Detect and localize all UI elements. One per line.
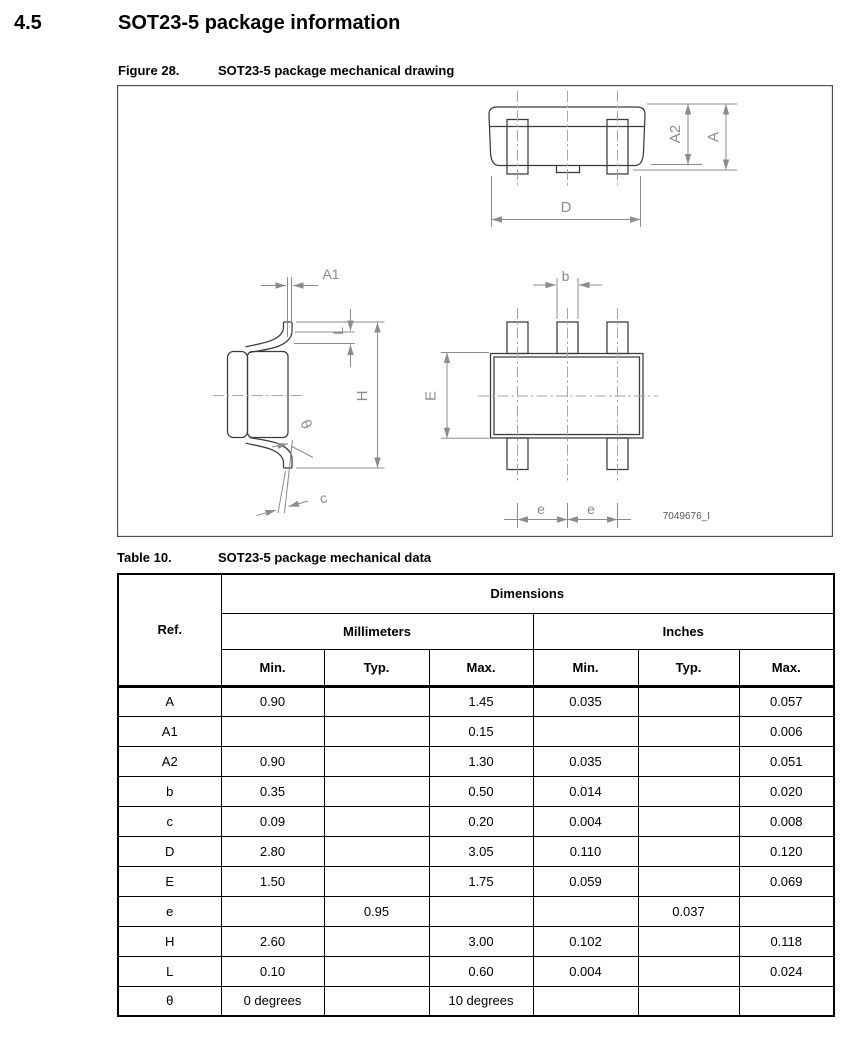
figure-border [118, 86, 833, 537]
dim-label-theta: θ [297, 416, 317, 432]
value-cell: 3.00 [429, 926, 533, 956]
table-row [118, 866, 834, 896]
value-cell: 0.20 [429, 806, 533, 836]
value-cell [638, 716, 739, 746]
value-cell: 0.006 [739, 716, 834, 746]
value-cell: 0.10 [221, 956, 324, 986]
value-cell: 3.05 [429, 836, 533, 866]
value-cell: 1.75 [429, 866, 533, 896]
dim-label-e-left: e [537, 501, 545, 517]
value-cell: 0.15 [429, 716, 533, 746]
value-cell [324, 866, 429, 896]
table-row [118, 776, 834, 806]
value-cell [533, 986, 638, 1016]
ref-cell: A [118, 686, 221, 716]
value-cell: 1.30 [429, 746, 533, 776]
value-cell: 0 degrees [221, 986, 324, 1016]
value-cell: 0.008 [739, 806, 834, 836]
value-cell [324, 716, 429, 746]
value-cell: 10 degrees [429, 986, 533, 1016]
top-view-centerlines [478, 308, 658, 481]
value-cell: 0.90 [221, 686, 324, 716]
header-in-max: Max. [739, 649, 834, 686]
value-cell: 0.035 [533, 746, 638, 776]
dim-label-D: D [560, 199, 572, 216]
header-mm-typ: Typ. [324, 649, 429, 686]
header-ref: Ref. [118, 574, 221, 686]
value-cell: 0.037 [638, 896, 739, 926]
value-cell: 0.004 [533, 956, 638, 986]
value-cell [638, 686, 739, 716]
ref-cell: L [118, 956, 221, 986]
value-cell [324, 686, 429, 716]
table-caption-label: Table 10. [117, 550, 172, 565]
ref-cell: E [118, 866, 221, 896]
value-cell: 2.80 [221, 836, 324, 866]
value-cell: 0.35 [221, 776, 324, 806]
value-cell [324, 836, 429, 866]
header-mm-min: Min. [221, 649, 324, 686]
value-cell: 0.102 [533, 926, 638, 956]
value-cell [324, 926, 429, 956]
ref-cell: A1 [118, 716, 221, 746]
value-cell: 0.024 [739, 956, 834, 986]
value-cell: 1.45 [429, 686, 533, 716]
table-row [118, 836, 834, 866]
dim-label-b: b [561, 268, 570, 284]
ref-cell: b [118, 776, 221, 806]
ref-cell: c [118, 806, 221, 836]
table-header-row-1 [118, 574, 834, 613]
table-row [118, 716, 834, 746]
value-cell: 0.90 [221, 746, 324, 776]
ref-cell: θ [118, 986, 221, 1016]
table-row [118, 686, 834, 716]
value-cell [324, 806, 429, 836]
table-header-row-2 [118, 613, 834, 649]
value-cell: 0.95 [324, 896, 429, 926]
value-cell [324, 746, 429, 776]
value-cell [533, 716, 638, 746]
ref-cell: H [118, 926, 221, 956]
value-cell: 1.50 [221, 866, 324, 896]
value-cell [638, 806, 739, 836]
value-cell: 0.035 [533, 686, 638, 716]
value-cell: 0.020 [739, 776, 834, 806]
dim-label-c: c [317, 489, 329, 507]
drawing-code: 7049676_I [662, 511, 710, 522]
dim-label-L: L [330, 327, 346, 335]
header-in-min: Min. [533, 649, 638, 686]
figure-caption-text: SOT23-5 package mechanical drawing [218, 63, 455, 78]
top-view [423, 268, 659, 528]
table-row [118, 746, 834, 776]
front-view-centerlines [518, 91, 618, 187]
dim-label-A: A [705, 131, 722, 143]
ref-cell: e [118, 896, 221, 926]
dim-label-A2: A2 [667, 124, 684, 144]
value-cell [638, 836, 739, 866]
value-cell [429, 896, 533, 926]
value-cell [638, 956, 739, 986]
value-cell [221, 896, 324, 926]
value-cell [324, 956, 429, 986]
value-cell: 0.059 [533, 866, 638, 896]
dim-label-H: H [354, 390, 371, 402]
value-cell [638, 746, 739, 776]
value-cell: 0.09 [221, 806, 324, 836]
value-cell [638, 986, 739, 1016]
value-cell: 0.110 [533, 836, 638, 866]
header-millimeters: Millimeters [221, 613, 533, 649]
front-view [489, 91, 737, 227]
header-dimensions: Dimensions [221, 574, 834, 613]
section-number: 4.5 [14, 12, 42, 34]
dim-label-e-right: e [587, 501, 595, 517]
dim-label-A1: A1 [322, 266, 340, 282]
table-row [118, 896, 834, 926]
table-caption-text: SOT23-5 package mechanical data [218, 550, 432, 565]
header-mm-max: Max. [429, 649, 533, 686]
value-cell [221, 716, 324, 746]
value-cell [324, 776, 429, 806]
table-row [118, 806, 834, 836]
value-cell: 0.60 [429, 956, 533, 986]
ref-cell: D [118, 836, 221, 866]
value-cell: 0.50 [429, 776, 533, 806]
figure-caption-label: Figure 28. [118, 63, 180, 78]
side-view [213, 266, 385, 516]
value-cell [533, 896, 638, 926]
value-cell: 0.120 [739, 836, 834, 866]
value-cell [638, 866, 739, 896]
page-title: SOT23-5 package information [118, 12, 401, 34]
value-cell: 0.069 [739, 866, 834, 896]
value-cell [739, 896, 834, 926]
package-mechanical-drawing [117, 85, 833, 537]
value-cell: 0.051 [739, 746, 834, 776]
top-view-dimensions [441, 278, 631, 528]
mechanical-data-table [117, 573, 835, 1017]
value-cell [638, 926, 739, 956]
value-cell: 2.60 [221, 926, 324, 956]
header-inches: Inches [533, 613, 834, 649]
value-cell: 0.118 [739, 926, 834, 956]
value-cell [739, 986, 834, 1016]
table-row [118, 956, 834, 986]
header-in-typ: Typ. [638, 649, 739, 686]
value-cell: 0.004 [533, 806, 638, 836]
value-cell [638, 776, 739, 806]
dim-label-E: E [422, 390, 440, 402]
table-row [118, 926, 834, 956]
value-cell: 0.014 [533, 776, 638, 806]
table-row [118, 986, 834, 1016]
value-cell [324, 986, 429, 1016]
ref-cell: A2 [118, 746, 221, 776]
table-header-row-3 [118, 649, 834, 686]
value-cell: 0.057 [739, 686, 834, 716]
